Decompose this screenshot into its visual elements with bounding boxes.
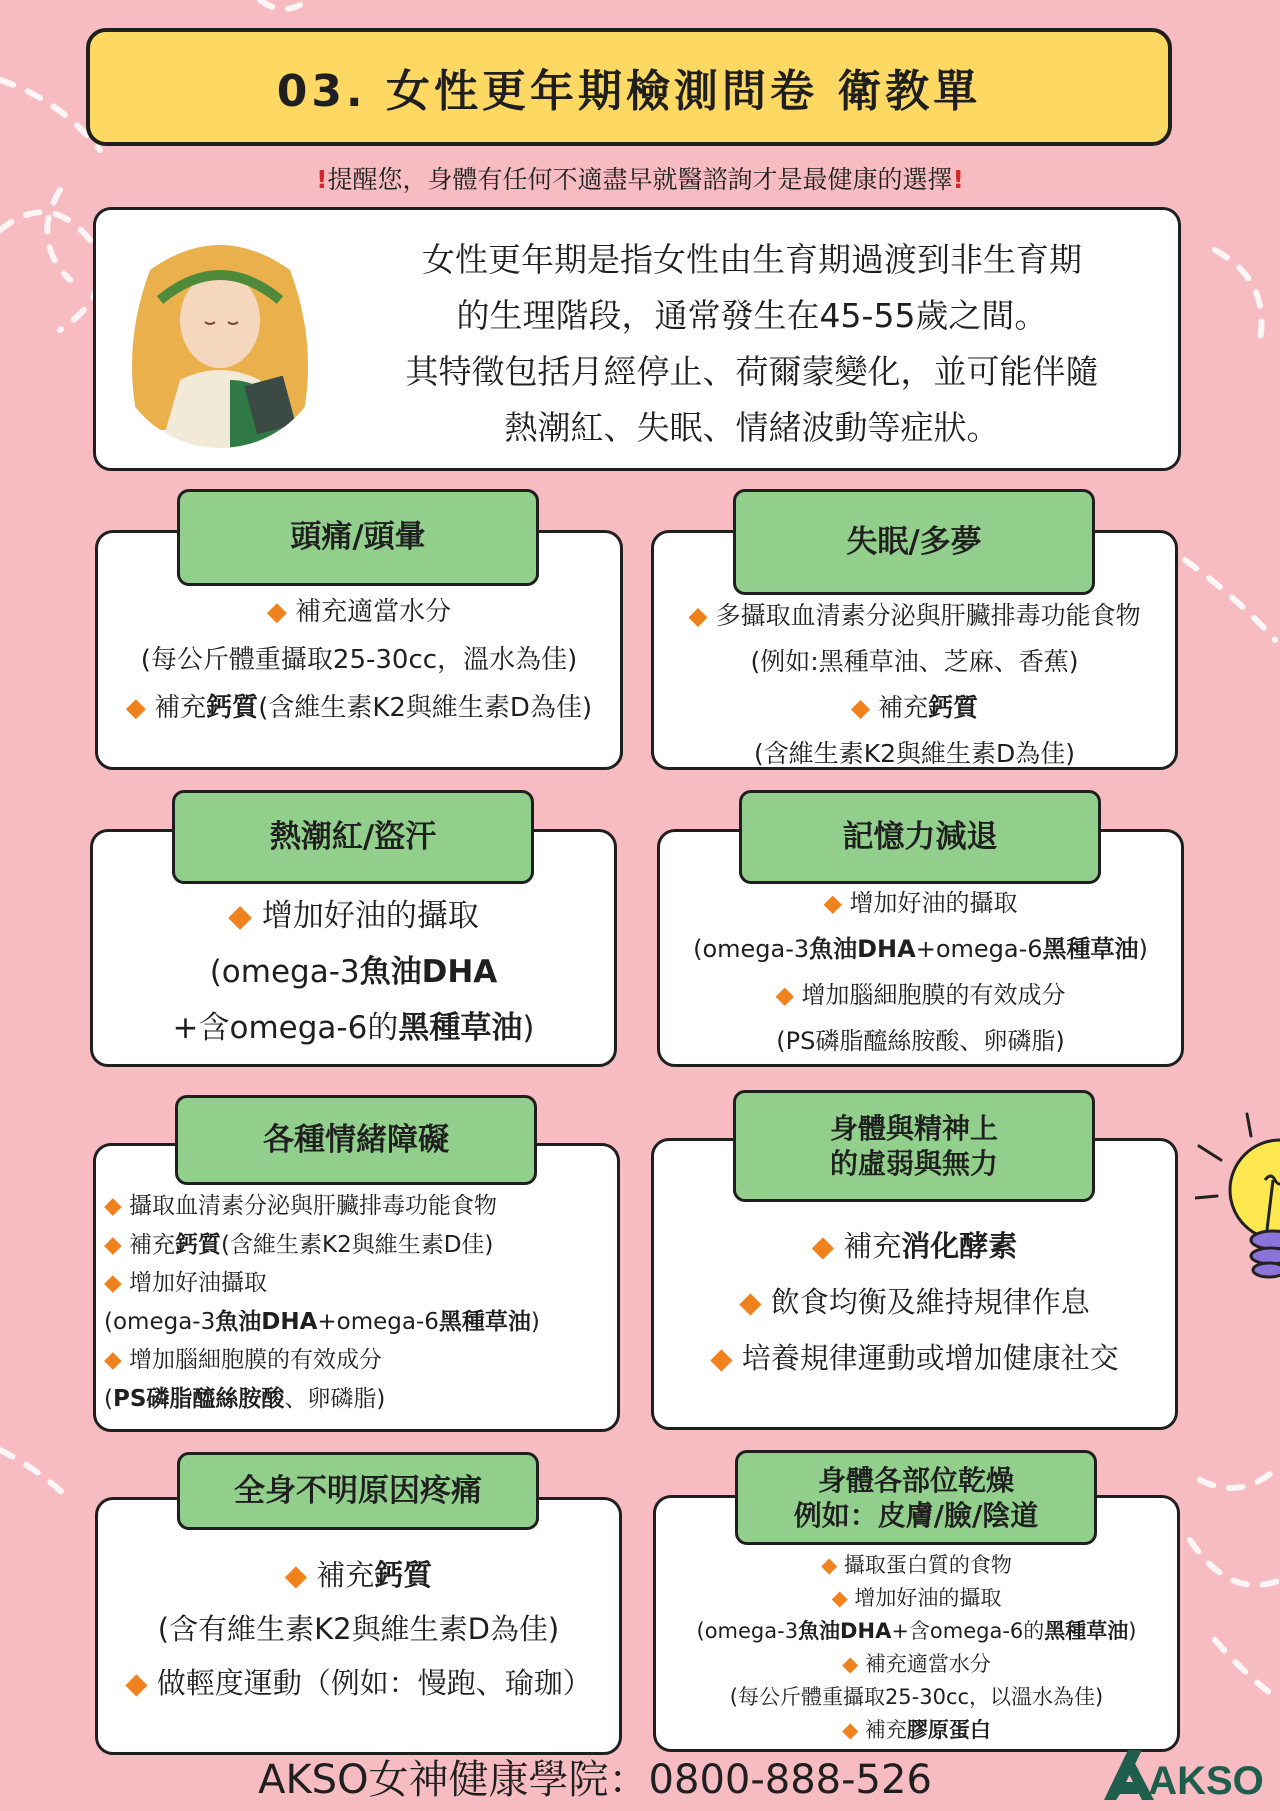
card-emotion-content: ◆ 攝取血清素分泌與肝臟排毒功能食物 ◆ 補充鈣質(含維生素K2與維生素D佳) ◆ 增加好油攝取 (omega-3魚油DHA+omega-6黑種草油) ◆ 增加腦細胞膜的有效成分 (PS磷脂醯絲胺酸、卵磷脂) <box>104 1193 540 1412</box>
card-hot-flash-title: 熱潮紅/盜汗 <box>172 790 534 884</box>
card-dryness-content: ◆ 攝取蛋白質的食物 ◆ 增加好油的攝取 (omega-3魚油DHA+含omega-6的黑種草油) ◆ 補充適當水分 (每公斤體重攝取25-30cc，以溫水為佳) ◆ 補充膠原蛋白 <box>696 1553 1137 1742</box>
page-title: 03. 女性更年期檢測問卷 衛教單 <box>86 28 1172 146</box>
card-headache-title: 頭痛/頭暈 <box>177 489 539 586</box>
card-emotion-title: 各種情緒障礙 <box>175 1095 537 1185</box>
intro-box <box>93 207 1181 471</box>
warning-icon: ! <box>316 165 328 194</box>
card-memory-title: 記憶力減退 <box>739 790 1101 884</box>
card-weakness-title: 身體與精神上 的虛弱與無力 <box>733 1090 1095 1202</box>
card-memory-content: ◆ 增加好油的攝取 (omega-3魚油DHA+omega-6黑種草油) ◆ 增加腦細胞膜的有效成分 (PS磷脂醯絲胺酸、卵磷脂) <box>693 889 1148 1055</box>
card-pain-title: 全身不明原因疼痛 <box>177 1452 539 1530</box>
lightbulb-icon <box>1195 1110 1280 1295</box>
reminder-text: 提醒您，身體有任何不適盡早就醫諮詢才是最健康的選擇 <box>327 165 953 194</box>
svg-text:AKSO: AKSO <box>1148 1759 1264 1803</box>
goddess-illustration <box>110 230 330 450</box>
card-weakness-content: ◆ 補充消化酵素 ◆ 飲食均衡及維持規律作息 ◆ 培養規律運動或增加健康社交 <box>710 1229 1119 1375</box>
card-dryness-title: 身體各部位乾燥 例如：皮膚/臉/陰道 <box>735 1450 1097 1545</box>
card-headache-content: ◆ 補充適當水分 (每公斤體重攝取25-30cc，溫水為佳) ◆ 補充鈣質(含維生素K2與維生素D為佳) <box>125 597 593 723</box>
card-hot-flash-content: ◆ 增加好油的攝取 (omega-3魚油DHA +含omega-6的黑種草油) <box>172 898 535 1046</box>
intro-text: 女性更年期是指女性由生育期過渡到非生育期 的生理階段，通常發生在45-55歲之間。 其特徵包括月經停止、荷爾蒙變化，並可能伴隨 熱潮紅、失眠、情緒波動等症狀。 <box>405 240 1099 447</box>
akso-logo <box>1098 1742 1268 1808</box>
footer-contact: AKSO女神健康學院：0800-888-526 <box>258 1757 932 1803</box>
card-insomnia-content: ◆ 多攝取血清素分泌與肝臟排毒功能食物 (例如:黑種草油、芝麻、香蕉) ◆ 補充鈣質 (含維生素K2與維生素D為佳) <box>688 601 1141 768</box>
reminder-banner <box>0 160 1280 200</box>
card-insomnia-title: 失眠/多夢 <box>733 489 1095 595</box>
warning-icon: ! <box>952 165 964 194</box>
card-pain-content: ◆ 補充鈣質 (含有維生素K2與維生素D為佳) ◆ 做輕度運動（例如：慢跑、瑜珈） <box>125 1558 592 1700</box>
